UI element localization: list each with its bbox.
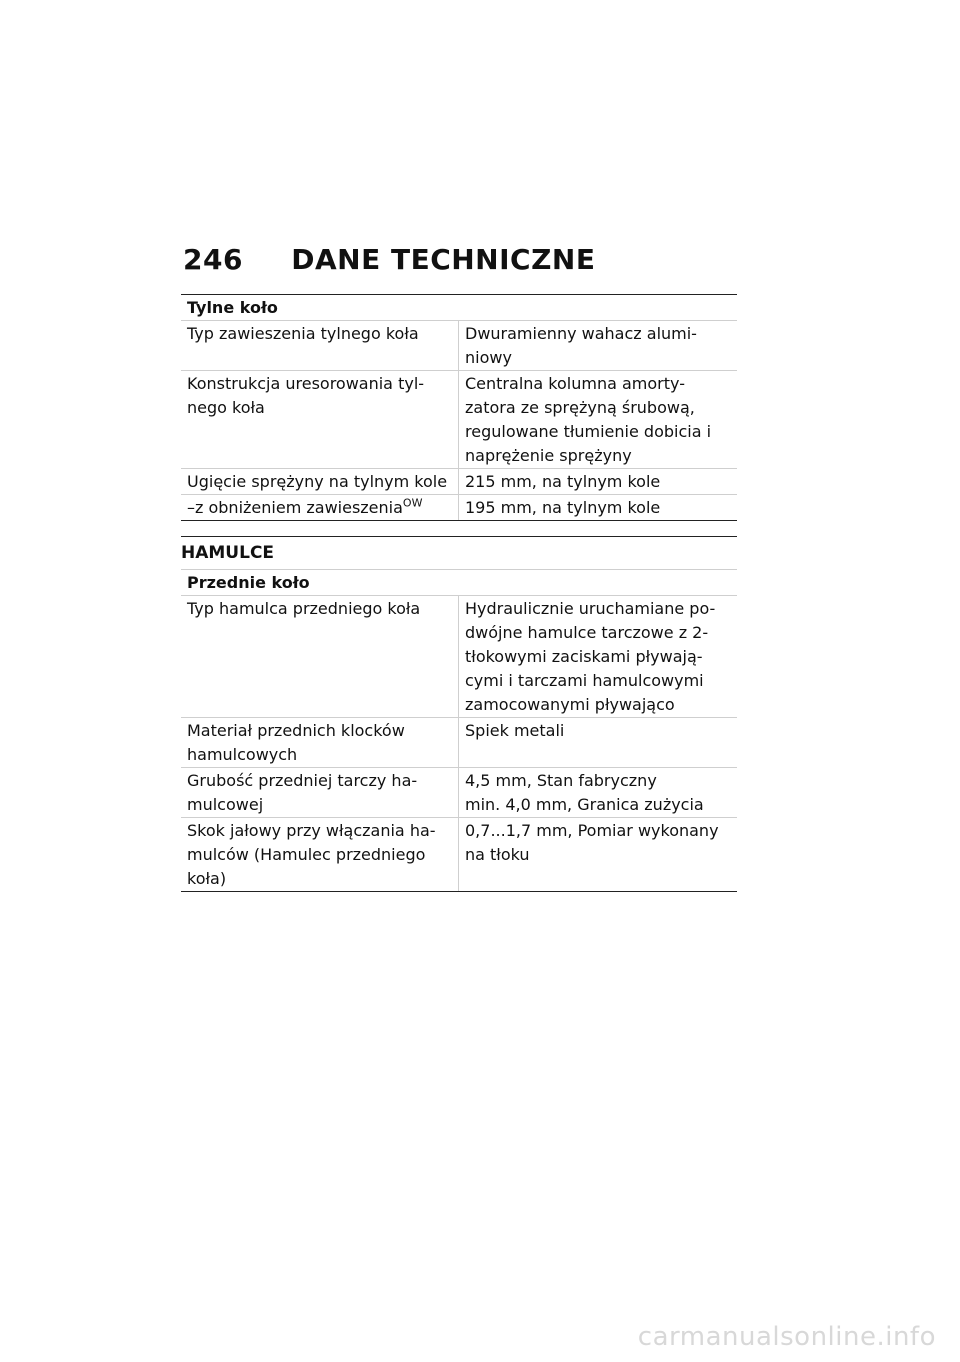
- table-row: [181, 718, 737, 768]
- row-value: 0,7...1,7 mm, Pomiar wykonany na tłoku: [465, 821, 719, 864]
- row-value: Spiek metali: [465, 721, 565, 740]
- table-row: [181, 321, 737, 371]
- row-value-line: 4,5 mm, Stan fabryczny: [465, 771, 657, 790]
- row-label: Skok jałowy przy włączania ha-mulców (Hamulec przedniego koła): [181, 818, 459, 891]
- row-label: Grubość przedniej tarczy ha-mulcowej: [181, 768, 459, 817]
- row-value: 195 mm, na tylnym kole: [465, 498, 661, 517]
- page-number: 246: [183, 243, 243, 276]
- table-row: [181, 495, 737, 520]
- table-row: [181, 596, 737, 718]
- row-value: 215 mm, na tylnym kole: [465, 472, 661, 491]
- section-heading: HAMULCE: [181, 536, 737, 569]
- table-row: [181, 371, 737, 469]
- content: [181, 294, 737, 892]
- row-label: Konstrukcja uresorowania tyl-nego koła: [181, 371, 459, 468]
- table-heading: Tylne koło: [181, 295, 737, 321]
- row-value: Dwuramienny wahacz alumi-niowy: [465, 324, 697, 367]
- superscript-note: OW: [402, 496, 423, 510]
- table-row: [181, 469, 737, 495]
- row-label: Ugięcie sprężyny na tylnym kole: [181, 469, 459, 494]
- row-value: Hydraulicznie uruchamiane po-dwójne hamulce tarczowe z 2-tłokowymi zaciskami pływają-cymi i tarczami hamulcowymi zamocowanymi pływająco: [465, 599, 716, 714]
- page-title: DANE TECHNICZNE: [291, 243, 596, 276]
- rear-wheel-table: [181, 294, 737, 521]
- row-value-line: min. 4,0 mm, Granica zużycia: [465, 795, 704, 814]
- row-value: Centralna kolumna amorty-zatora ze sprężyną śrubową, regulowane tłumienie dobicia i naprężenie sprężyny: [465, 374, 712, 465]
- watermark: carmanualsonline.info: [637, 1322, 936, 1352]
- page-header: [183, 243, 743, 279]
- table-heading: Przednie koło: [181, 570, 737, 596]
- front-wheel-table: [181, 569, 737, 892]
- row-value: [459, 768, 737, 817]
- row-label-text: –z obniżeniem zawieszenia: [187, 498, 403, 517]
- table-row: [181, 768, 737, 818]
- row-label: Materiał przednich klocków hamulcowych: [181, 718, 459, 767]
- row-label: [181, 495, 459, 520]
- row-label: Typ hamulca przedniego koła: [181, 596, 459, 717]
- table-row: [181, 818, 737, 891]
- row-label: Typ zawieszenia tylnego koła: [181, 321, 459, 370]
